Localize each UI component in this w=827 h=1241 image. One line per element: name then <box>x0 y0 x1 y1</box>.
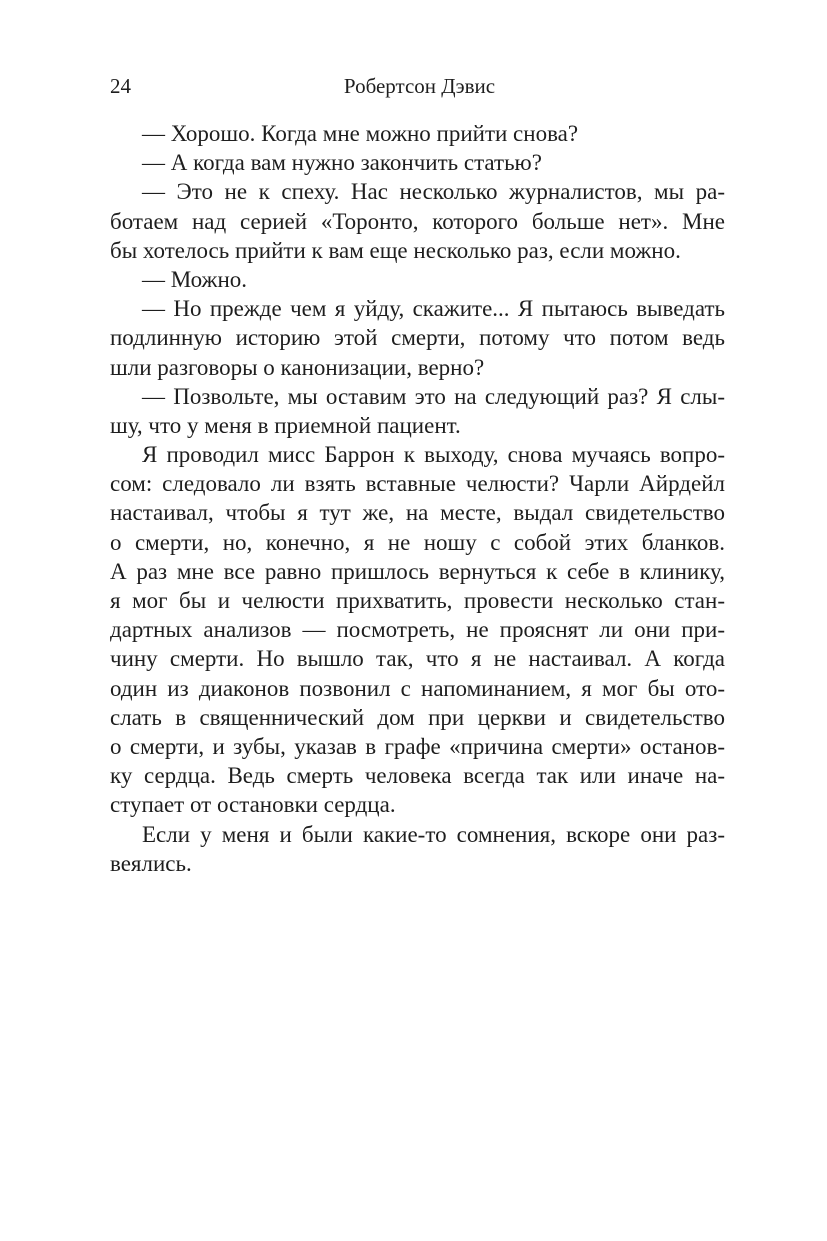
text-line: чину смерти. Но вышло так, что я не настаивал. А когда <box>110 646 725 672</box>
text-line: подлинную историю этой смерти, потому что потом ведь <box>110 325 725 351</box>
text-line: о смерти, но, конечно, я не ношу с собой этих бланков. <box>110 529 725 555</box>
text-line: — Но прежде чем я уйду, скажите... Я пытаюсь выведать <box>142 296 725 322</box>
text-line: ступает от остановки сердца. <box>110 792 396 818</box>
text-line: Если у меня и были какие-то сомнения, вскоре они раз- <box>142 821 725 847</box>
text-line: — Хорошо. Когда мне можно прийти снова? <box>142 121 579 146</box>
text-line: Я проводил мисс Баррон к выходу, снова мучаясь вопро- <box>142 442 725 468</box>
text-line: дартных анализов — посмотреть, не прояснят ли они при- <box>110 617 725 643</box>
text-line: один из диаконов позвонил с напоминанием, я мог бы ото- <box>110 675 725 701</box>
running-title: Робертсон Дэвис <box>343 74 496 98</box>
text-line: слать в священнический дом при церкви и свидетельство <box>110 704 725 730</box>
text-line: — А когда вам нужно закончить статью? <box>142 150 542 176</box>
text-line: сом: следовало ли взять вставные челюсти? Чарли Айрдейл <box>110 471 725 497</box>
text-line: — Можно. <box>142 266 248 292</box>
body-text <box>110 119 725 878</box>
text-line: веялись. <box>110 850 192 876</box>
text-line: шу, что у меня в приемной пациент. <box>110 412 461 438</box>
text-line: шли разговоры о канонизации, верно? <box>110 354 485 380</box>
text-line: — Это не к спеху. Нас несколько журналистов, мы ра- <box>142 179 725 205</box>
text-line: А раз мне все равно пришлось вернуться к себе в клинику, <box>110 558 725 584</box>
page-number: 24 <box>110 74 131 98</box>
text-line: настаивал, чтобы я тут же, на месте, выдал свидетельство <box>110 500 725 526</box>
text-line: ку сердца. Ведь смерть человека всегда так или иначе на- <box>110 763 725 789</box>
text-line: о смерти, и зубы, указав в графе «причина смерти» останов- <box>110 733 725 759</box>
text-line: бы хотелось прийти к вам еще несколько раз, если можно. <box>110 237 681 263</box>
text-line: — Позвольте, мы оставим это на следующий раз? Я слы- <box>142 383 725 409</box>
text-line: я мог бы и челюсти прихватить, провести несколько стан- <box>110 588 725 613</box>
text-line: ботаем над серией «Торонто, которого больше нет». Мне <box>110 208 725 234</box>
